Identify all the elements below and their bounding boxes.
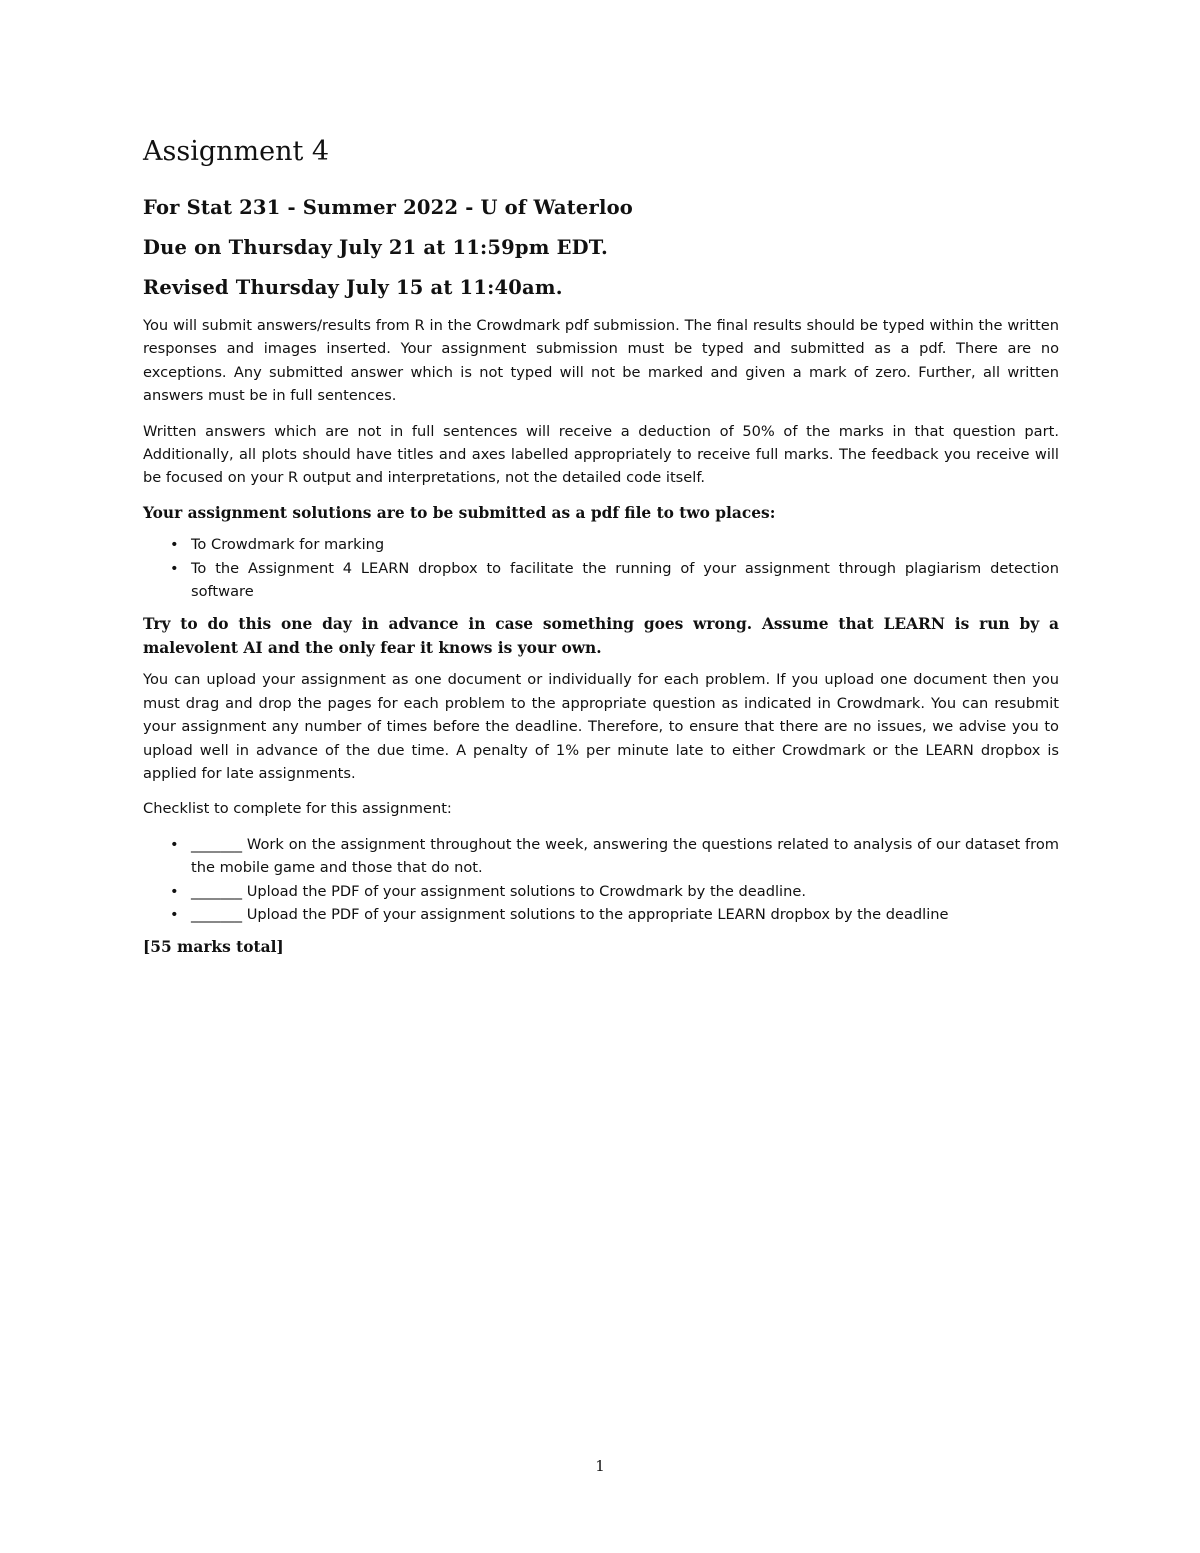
revised-date-subheading: Revised Thursday July 15 at 11:40am. [143, 276, 563, 299]
advance-warning: Try to do this one day in advance in case something goes wrong. Assume that LEARN is run by a malevolent AI and the only fear it knows is your own. [143, 615, 1059, 657]
checklist-intro: Checklist to complete for this assignment: [143, 800, 452, 818]
checklist-blank: _______ [191, 882, 243, 900]
checklist-item-text: Upload the PDF of your assignment solutions to Crowdmark by the deadline. [246, 882, 806, 900]
checklist-item [170, 903, 1059, 926]
bullet-icon: • [170, 559, 179, 577]
deduction-paragraph: Written answers which are not in full sentences will receive a deduction of 50% of the marks in that question part. Additionally, all plots should have titles and axes labelled appropriately to receive full marks. The feedback you receive will be focused on your R output and interpretations, not the detailed code itself. [143, 422, 1059, 487]
bullet-icon: • [170, 536, 179, 554]
course-subheading: For Stat 231 - Summer 2022 - U of Waterloo [143, 196, 634, 219]
submit-places-list [143, 533, 1059, 603]
checklist-blank: _______ [191, 905, 243, 923]
bullet-icon: • [170, 882, 179, 900]
bullet-icon: • [170, 905, 179, 923]
submit-places-heading: Your assignment solutions are to be submitted as a pdf file to two places: [143, 503, 776, 522]
total-marks: [55 marks total] [143, 938, 284, 957]
bullet-icon: • [170, 835, 179, 853]
upload-instructions-paragraph: You can upload your assignment as one document or individually for each problem. If you upload one document then you must drag and drop the pages for each problem to the appropriate question as indicated in Crowdmark. You can resubmit your assignment any number of times before the deadline. Therefore, to ensure that there are no issues, we advise you to upload well in advance of the due time. A penalty of 1% per minute late to either Crowdmark or the LEARN dropbox is applied for late assignments. [143, 671, 1059, 782]
page-number: 1 [595, 1457, 605, 1475]
list-item [170, 533, 1059, 556]
list-item [170, 557, 1059, 604]
checklist [143, 833, 1059, 927]
checklist-item [170, 833, 1060, 880]
due-date-subheading: Due on Thursday July 21 at 11:59pm EDT. [143, 236, 608, 259]
checklist-item [170, 880, 1059, 903]
assignment-title: Assignment 4 [143, 136, 330, 167]
checklist-blank: _______ [191, 835, 243, 853]
checklist-item-text: Upload the PDF of your assignment solutions to the appropriate LEARN dropbox by the deadline [246, 905, 949, 923]
list-item-text: To the Assignment 4 LEARN dropbox to facilitate the running of your assignment through plagiarism detection software [191, 559, 1059, 601]
document-page [143, 130, 1059, 960]
checklist-item-text: Work on the assignment throughout the week, answering the questions related to analysis of our dataset from the mobile game and those that do not. [191, 835, 1060, 877]
submission-rules-paragraph: You will submit answers/results from R in the Crowdmark pdf submission. The final results should be typed within the written responses and images inserted. Your assignment submission must be typed and submitted as a pdf. There are no exceptions. Any submitted answer which is not typed will not be marked and given a mark of zero. Further, all written answers must be in full sentences. [143, 317, 1059, 405]
list-item-text: To Crowdmark for marking [191, 536, 385, 554]
